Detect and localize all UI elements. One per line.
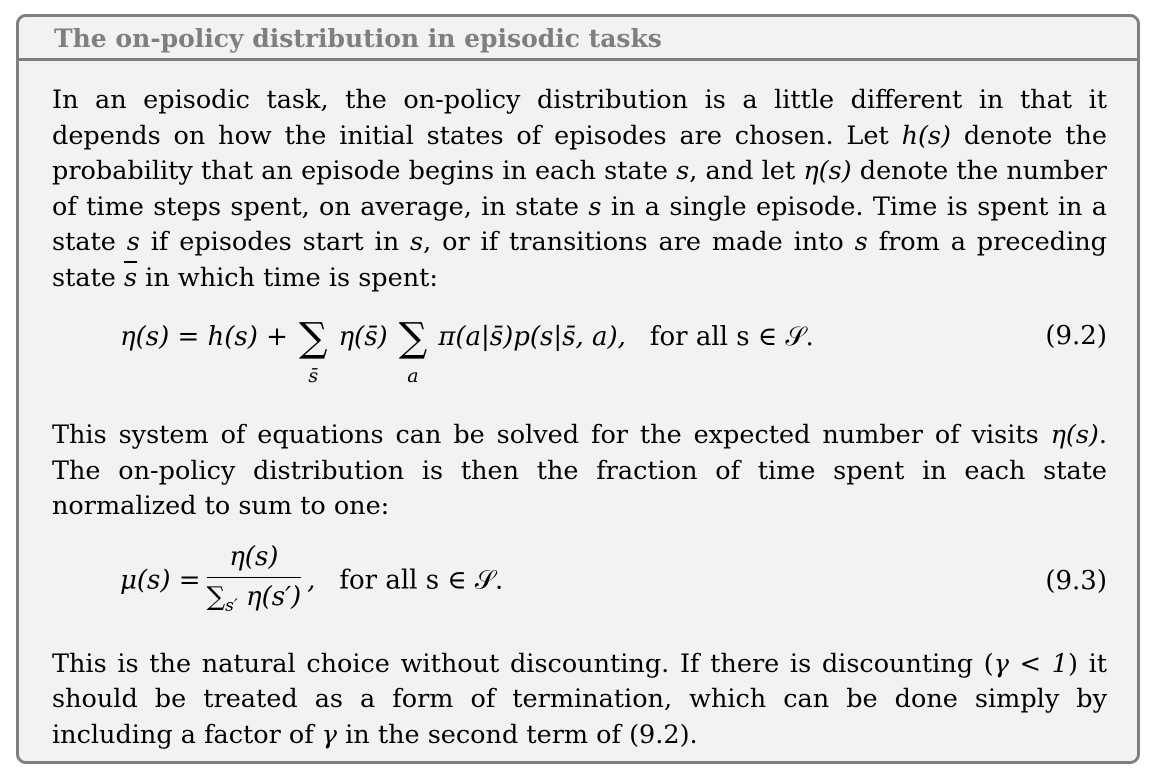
math-eta-s: η(s) bbox=[803, 156, 852, 186]
eq-lhs: μ(s) = bbox=[120, 565, 201, 595]
fraction-numerator: η(s) bbox=[207, 541, 302, 578]
text: in the second term of (9.2). bbox=[337, 719, 698, 750]
text: , and let bbox=[689, 156, 804, 186]
text: denote the probability that an episode begins in each state bbox=[52, 120, 1107, 186]
eq-condition: for all s ∈ 𝒮. bbox=[339, 565, 504, 595]
sum-subscript: s′ bbox=[225, 595, 238, 616]
text: This is the natural choice without discounting. If there is discounting ( bbox=[52, 648, 994, 679]
paragraph-1 bbox=[52, 83, 1107, 296]
eq-lhs: η(s) = h(s) + bbox=[120, 322, 297, 352]
sum-over-s-bar bbox=[296, 315, 330, 387]
equation-9-2 bbox=[52, 296, 1107, 396]
definition-box bbox=[16, 14, 1140, 764]
eq-rhs: π(a|s̄)p(s|s̄, a), bbox=[429, 322, 626, 352]
sum-subscript: s̄ bbox=[308, 365, 319, 387]
paragraph-2 bbox=[52, 418, 1107, 525]
text: in a single episode. Time is spent in a state bbox=[52, 191, 1107, 257]
eq-comma: , bbox=[307, 565, 316, 595]
text: ) it should be treated as a form of termination, which can be done simply by including a factor of bbox=[52, 648, 1107, 750]
text: in which time is spent: bbox=[137, 262, 438, 293]
text: denote the number of time steps spent, on average, in state bbox=[52, 156, 1107, 222]
box-content bbox=[52, 83, 1107, 761]
math-s-bar: $\overline{s}$ bbox=[123, 262, 138, 293]
math-gamma: γ bbox=[321, 719, 338, 750]
math-gamma-lt-1: γ < 1 bbox=[993, 648, 1068, 679]
sigma-symbol: ∑ bbox=[206, 581, 226, 612]
box-title: The on-policy distribution in episodic tasks bbox=[19, 17, 1137, 61]
sigma-symbol: ∑ bbox=[398, 315, 428, 361]
math-s: s bbox=[126, 227, 140, 257]
denominator-term: η(s′) bbox=[237, 581, 302, 612]
eq-mid: η(s̄) bbox=[330, 322, 396, 352]
sigma-symbol: ∑ bbox=[298, 315, 328, 361]
math-eta-s: η(s) bbox=[1050, 420, 1099, 450]
equation-number: (9.2) bbox=[1045, 321, 1107, 351]
text: . The on-policy distribution is then the fraction of time spent in each state normalized to sum to one: bbox=[52, 420, 1107, 521]
text: This system of equations can be solved for the expected number of visits bbox=[52, 420, 1051, 450]
text: if episodes start in bbox=[139, 227, 411, 257]
sum-subscript: a bbox=[407, 365, 419, 387]
math-s: s bbox=[676, 156, 690, 186]
equation-number: (9.3) bbox=[1045, 565, 1107, 596]
math-h-s: h(s) bbox=[901, 120, 951, 151]
equation-9-2-body bbox=[120, 315, 814, 387]
eq-condition: for all s ∈ 𝒮. bbox=[649, 322, 814, 352]
text: , or if transitions are made into bbox=[423, 227, 855, 257]
fraction-denominator bbox=[207, 578, 302, 622]
equation-9-3-body bbox=[120, 541, 503, 622]
paragraph-3 bbox=[52, 647, 1107, 754]
text: In an episodic task, the on-policy distribution is a little different in that it depends on how the initial states of episodes are chosen. Let bbox=[52, 85, 1107, 151]
sum-over-a bbox=[396, 315, 430, 387]
fraction bbox=[207, 541, 302, 622]
math-s: s bbox=[588, 191, 602, 222]
math-s: s bbox=[854, 227, 868, 257]
text: from a preceding state bbox=[52, 227, 1108, 293]
equation-9-3 bbox=[52, 525, 1107, 633]
math-s: s bbox=[410, 227, 424, 257]
